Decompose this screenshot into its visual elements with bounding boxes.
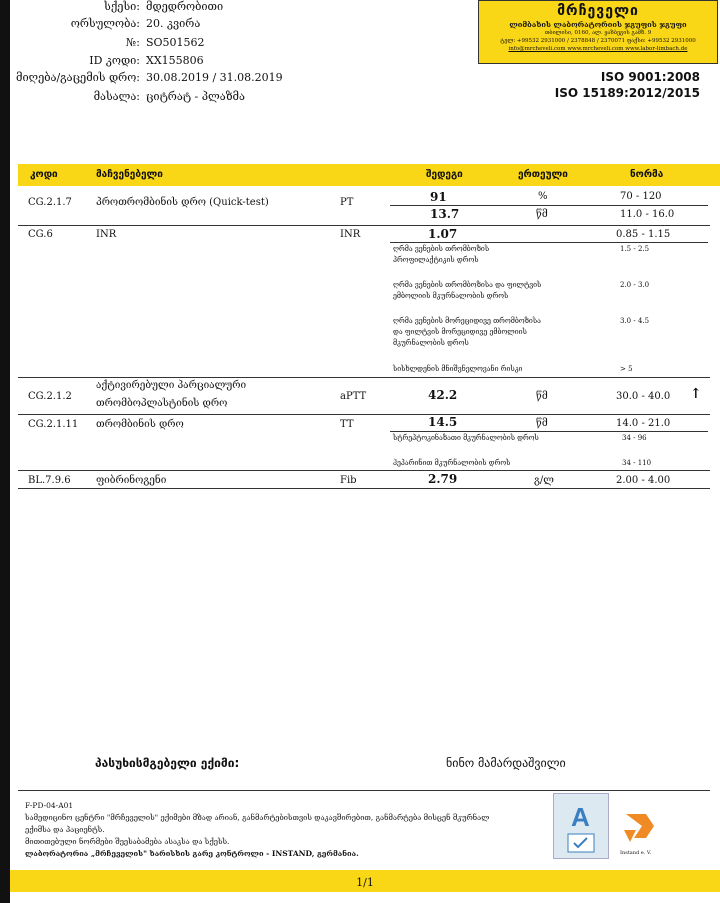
code: BL.7.9.6: [28, 475, 71, 486]
abbr: Fib: [340, 475, 357, 486]
instand-logo-icon: [616, 806, 666, 856]
instand-logo: [616, 806, 666, 856]
tt-note-value: 34 - 110: [622, 459, 652, 467]
inr-note: სისხლდენის მნიშვნელოვანი რისკი: [393, 365, 523, 373]
form-code: F-PD-04-A01: [25, 801, 74, 810]
instand-caption: Instand e. V.: [620, 850, 652, 856]
abbr: INR: [340, 229, 361, 240]
unit: გ/ლ: [534, 475, 554, 486]
tt-note: ჰეპარინით მკურნალობის დროს: [393, 459, 511, 467]
ward-label: ორსულობა:: [70, 17, 140, 30]
col-code: კოდი: [30, 169, 58, 180]
lab-logo: [478, 0, 718, 64]
doctor-name: ნინო მამარდაშვილი: [446, 756, 566, 770]
col-result: შედეგი: [426, 169, 463, 180]
material-label: მასალა:: [93, 90, 140, 103]
divider: [390, 431, 708, 432]
inr-note-value: 2.0 - 3.0: [620, 281, 650, 289]
norm: 2.00 - 4.00: [616, 475, 671, 486]
iso-15189: ISO 15189:2012/2015: [554, 86, 700, 100]
unit: წმ: [536, 209, 548, 220]
result: 1.07: [428, 227, 458, 241]
abbr: PT: [340, 197, 354, 208]
id-value: XX155806: [146, 54, 204, 67]
parameter: ფიბრინოგენი: [96, 475, 167, 486]
id-label: ID კოდი:: [89, 54, 140, 67]
table-header: [18, 164, 720, 186]
doctor-label: პასუხისმგებელი ექიმი:: [95, 756, 240, 770]
accreditation-badge: [553, 793, 609, 859]
unit: წმ: [536, 391, 548, 402]
inr-note-value: > 5: [620, 365, 633, 373]
result: 42.2: [428, 388, 458, 402]
col-unit: ერთეული: [518, 169, 568, 180]
footer-text: F-PD-04-A01 სამედიცინო ცენტრი "მრჩეველის" ექიმები მზად არიან, განმარტებისთვის დაკავშირებით, განმარტება მისცენ მკურნალ ექიმსა და პაციენტს. მითითებული ნორმები შეესაბამება ასაკსა და სქესს. ლაბორატორია „მრჩეველის" ხარისხის გარე კონტროლი - INSTAND, გერმანია.: [25, 800, 545, 860]
sex-label: სქესი:: [104, 0, 140, 13]
divider: [390, 242, 708, 243]
norm: 70 - 120: [620, 191, 662, 202]
parameter: თრომბინის დრო: [96, 419, 184, 430]
report-page: [10, 0, 720, 903]
accreditation-a-icon: [554, 794, 610, 860]
no-label: №:: [125, 36, 140, 49]
lab-address: თბილისი, 0160, ალ. ყაზბეგის გამზ. 9: [544, 30, 652, 36]
code: CG.2.1.11: [28, 419, 79, 430]
svg-text:A: A: [571, 802, 590, 832]
norm: 30.0 - 40.0: [616, 391, 671, 402]
norm: 11.0 - 16.0: [620, 209, 675, 220]
tt-note-value: 34 - 96: [622, 434, 647, 442]
material-value: ციტრატ - პლაზმა: [146, 90, 245, 103]
divider: [18, 488, 710, 489]
inr-note: ღრმა ვენების თრომბოზის პროფილაქტიკის დროს: [393, 245, 490, 264]
result: 13.7: [430, 207, 460, 221]
divider: [18, 225, 710, 226]
lab-name: მრჩეველი: [557, 3, 639, 19]
inr-note: ღრმა ვენების თრომბოზისა და ფილტვის ემბოლიის მკურნალობის დროს: [393, 281, 542, 300]
code: CG.6: [28, 229, 53, 240]
iso-9001: ISO 9001:2008: [600, 70, 700, 84]
high-flag-arrow-icon: ↑: [690, 386, 702, 402]
parameter: პროთრომბინის დრო (Quick-test): [96, 197, 269, 208]
result: 91: [430, 190, 447, 204]
page-footer-bar: [10, 870, 720, 892]
inr-note-value: 1.5 - 2.5: [620, 245, 650, 253]
norm: 14.0 - 21.0: [616, 418, 671, 429]
divider: [390, 205, 708, 206]
abbr: aPTT: [340, 391, 367, 402]
sex-value: მდედრობითი: [146, 0, 224, 13]
unit: %: [538, 191, 548, 202]
lab-subtitle: ლიმბახის ლაბორატორიის ჯგუფის ჯგუფი: [509, 20, 687, 29]
divider: [18, 790, 710, 791]
ward-value: 20. კვირა: [146, 17, 201, 30]
parameter: INR: [96, 229, 117, 240]
divider: [18, 377, 710, 378]
lab-phone: ტელ: +99532 2931000 / 2378848 / 2370071 ფაქსი: +99532 2931000: [500, 38, 696, 44]
inr-note: ღრმა ვენების მორეციდივე თრომბოზისა და ფილტვის მორეციდივე ემბოლიის მკურნალობის დროს: [393, 317, 541, 347]
abbr: TT: [340, 419, 354, 430]
unit: წმ: [536, 418, 548, 429]
result: 14.5: [428, 415, 458, 429]
date-value: 30.08.2019 / 31.08.2019: [146, 71, 283, 84]
page-number: 1/1: [356, 876, 374, 889]
col-param: მაჩვენებელი: [96, 169, 163, 180]
date-label: მიღება/გაცემის დრო:: [16, 71, 140, 84]
tt-note: სტრეპტოკინაზათი მკურნალობის დროს: [393, 434, 539, 442]
divider: [18, 414, 710, 415]
divider: [18, 470, 710, 471]
parameter: აქტივირებული პარციალური: [96, 380, 247, 391]
col-norm: ნორმა: [630, 169, 664, 180]
inr-note-value: 3.0 - 4.5: [620, 317, 650, 325]
no-value: SO501562: [146, 36, 205, 49]
code: CG.2.1.2: [28, 391, 72, 402]
parameter: თრომბოპლასტინის დრო: [96, 398, 228, 409]
result: 2.79: [428, 472, 458, 486]
lab-web: info@mrcheveli.com www.mrcheveli.com www.labor-limbach.de: [508, 46, 688, 52]
norm: 0.85 - 1.15: [616, 229, 671, 240]
code: CG.2.1.7: [28, 197, 72, 208]
